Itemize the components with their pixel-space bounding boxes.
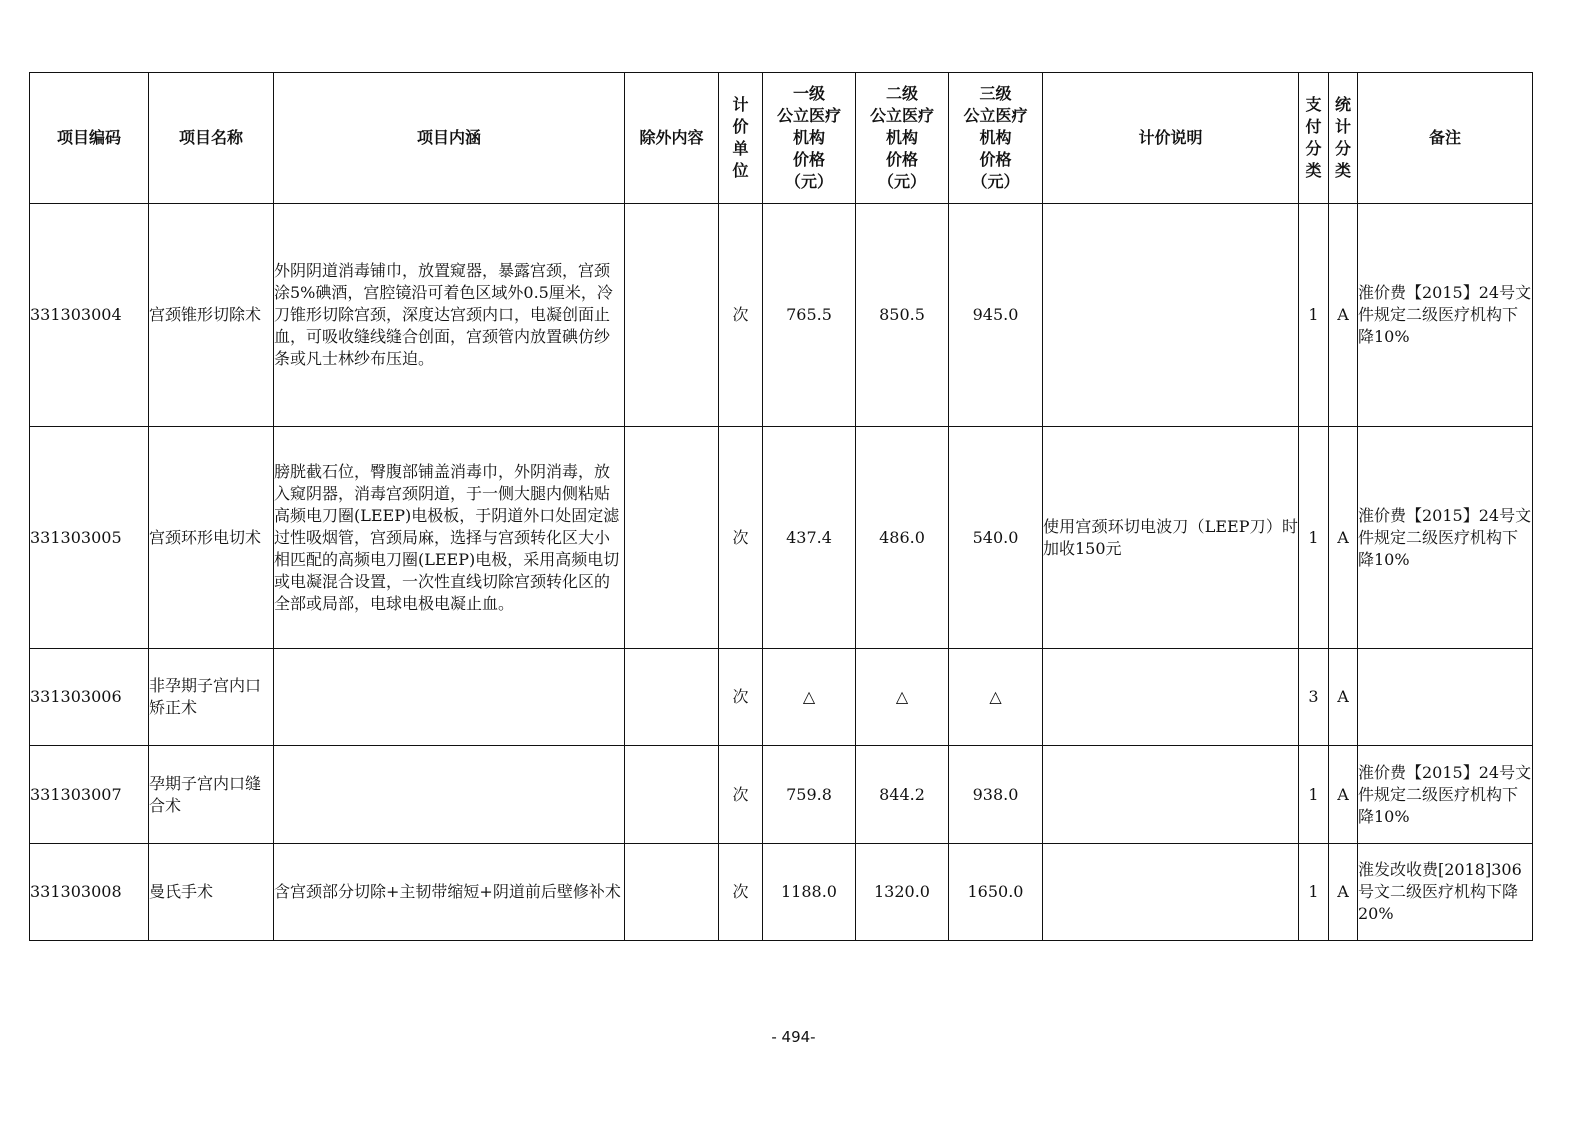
header-pricing-note: 计价说明: [1043, 73, 1299, 204]
page-number: - 494-: [771, 1028, 816, 1046]
item-pricing-note: [1043, 204, 1299, 427]
item-content: 含宫颈部分切除+主韧带缩短+阴道前后壁修补术: [274, 844, 625, 941]
header-price1-line: （元）: [784, 172, 833, 191]
header-stat-line: 统: [1334, 95, 1351, 114]
item-pricing-note: [1043, 746, 1299, 844]
item-excluded: [625, 844, 719, 941]
table-row: [30, 746, 1533, 844]
header-pay-line: 分: [1305, 139, 1322, 158]
item-content: [274, 649, 625, 746]
item-code: 331303005: [30, 427, 149, 649]
item-code: 331303006: [30, 649, 149, 746]
header-price1-line: 价格: [792, 150, 825, 169]
header-row: [30, 73, 1533, 204]
item-pricing-note: 使用宫颈环切电波刀（LEEP刀）时加收150元: [1043, 427, 1299, 649]
item-excluded: [625, 427, 719, 649]
item-price2: 1320.0: [856, 844, 949, 941]
item-price3: △: [949, 649, 1043, 746]
item-code: 331303004: [30, 204, 149, 427]
table-row: [30, 844, 1533, 941]
item-unit: 次: [719, 746, 763, 844]
item-unit: 次: [719, 204, 763, 427]
item-excluded: [625, 204, 719, 427]
header-price2-line: 价格: [885, 150, 918, 169]
header-price1-line: 一级: [792, 84, 825, 103]
item-name: 孕期子宫内口缝合术: [149, 746, 274, 844]
table-row: [30, 427, 1533, 649]
item-stat-category: A: [1329, 427, 1358, 649]
header-pay-category: [1299, 73, 1329, 204]
item-price1: △: [763, 649, 856, 746]
item-pricing-note: [1043, 844, 1299, 941]
header-unit-line: 单: [732, 139, 749, 158]
item-content: [274, 746, 625, 844]
item-name: 曼氏手术: [149, 844, 274, 941]
header-price3-line: （元）: [971, 172, 1020, 191]
item-pay-category: 1: [1299, 746, 1329, 844]
item-stat-category: A: [1329, 649, 1358, 746]
header-code: 项目编码: [30, 73, 149, 204]
price-table: [29, 72, 1533, 941]
item-price3: 540.0: [949, 427, 1043, 649]
header-unit-line: 价: [732, 117, 749, 136]
header-price3-line: 机构: [979, 128, 1012, 147]
item-stat-category: A: [1329, 844, 1358, 941]
item-content: 膀胱截石位，臀腹部铺盖消毒巾，外阴消毒，放入窥阴器，消毒宫颈阴道，于一侧大腿内侧粘贴高频电刀圈(LEEP)电极板，于阴道外口处固定滤过性吸烟管，宫颈局麻，选择与宫颈转化区大小相匹配的高频电刀圈(LEEP)电极，采用高频电切或电凝混合设置，一次性直线切除宫颈转化区的全部或局部，电球电极电凝止血。: [274, 427, 625, 649]
header-price1-line: 机构: [792, 128, 825, 147]
header-price2-line: 公立医疗: [869, 106, 934, 125]
header-stat-line: 分: [1334, 139, 1351, 158]
header-price2: [856, 73, 949, 204]
item-pricing-note: [1043, 649, 1299, 746]
header-pay-line: 付: [1305, 117, 1322, 136]
item-price1: 759.8: [763, 746, 856, 844]
item-content: 外阴阴道消毒铺巾，放置窥器，暴露宫颈，宫颈涂5%碘酒，宫腔镜沿可着色区域外0.5厘米，冷刀锥形切除宫颈，深度达宫颈内口，电凝创面止血，可吸收缝线缝合创面，宫颈管内放置碘仿纱条或凡士林纱布压迫。: [274, 204, 625, 427]
item-price2: 486.0: [856, 427, 949, 649]
header-price3: [949, 73, 1043, 204]
item-pay-category: 1: [1299, 844, 1329, 941]
header-name: 项目名称: [149, 73, 274, 204]
item-price1: 437.4: [763, 427, 856, 649]
item-price1: 1188.0: [763, 844, 856, 941]
item-stat-category: A: [1329, 204, 1358, 427]
item-unit: 次: [719, 844, 763, 941]
table-row: [30, 204, 1533, 427]
header-unit-line: 计: [732, 95, 749, 114]
header-stat-category: [1329, 73, 1358, 204]
item-price2: 844.2: [856, 746, 949, 844]
header-stat-line: 计: [1334, 117, 1351, 136]
item-remarks: 淮价费【2015】24号文件规定二级医疗机构下降10%: [1358, 427, 1533, 649]
header-pay-line: 类: [1305, 161, 1322, 180]
item-price2: 850.5: [856, 204, 949, 427]
header-pay-line: 支: [1305, 95, 1322, 114]
item-name: 非孕期子宫内口矫正术: [149, 649, 274, 746]
item-name: 宫颈锥形切除术: [149, 204, 274, 427]
item-name: 宫颈环形电切术: [149, 427, 274, 649]
item-price3: 1650.0: [949, 844, 1043, 941]
header-price2-line: （元）: [877, 172, 926, 191]
header-price3-line: 三级: [979, 84, 1012, 103]
header-price1: [763, 73, 856, 204]
header-stat-line: 类: [1334, 161, 1351, 180]
item-remarks: [1358, 649, 1533, 746]
item-code: 331303007: [30, 746, 149, 844]
item-pay-category: 1: [1299, 427, 1329, 649]
header-price2-line: 机构: [885, 128, 918, 147]
header-unit: [719, 73, 763, 204]
item-code: 331303008: [30, 844, 149, 941]
header-price1-line: 公立医疗: [776, 106, 841, 125]
header-content: 项目内涵: [274, 73, 625, 204]
item-pay-category: 3: [1299, 649, 1329, 746]
table-row: [30, 649, 1533, 746]
header-unit-line: 位: [732, 161, 749, 180]
item-remarks: 淮价费【2015】24号文件规定二级医疗机构下降10%: [1358, 204, 1533, 427]
item-excluded: [625, 649, 719, 746]
header-price2-line: 二级: [885, 84, 918, 103]
item-pay-category: 1: [1299, 204, 1329, 427]
item-remarks: 淮价费【2015】24号文件规定二级医疗机构下降10%: [1358, 746, 1533, 844]
item-remarks: 淮发改收费[2018]306号文二级医疗机构下降20%: [1358, 844, 1533, 941]
header-price3-line: 公立医疗: [963, 106, 1028, 125]
item-excluded: [625, 746, 719, 844]
item-price1: 765.5: [763, 204, 856, 427]
header-excluded: 除外内容: [625, 73, 719, 204]
header-price3-line: 价格: [979, 150, 1012, 169]
item-price2: △: [856, 649, 949, 746]
item-unit: 次: [719, 427, 763, 649]
header-remarks: 备注: [1358, 73, 1533, 204]
item-unit: 次: [719, 649, 763, 746]
item-stat-category: A: [1329, 746, 1358, 844]
item-price3: 938.0: [949, 746, 1043, 844]
item-price3: 945.0: [949, 204, 1043, 427]
